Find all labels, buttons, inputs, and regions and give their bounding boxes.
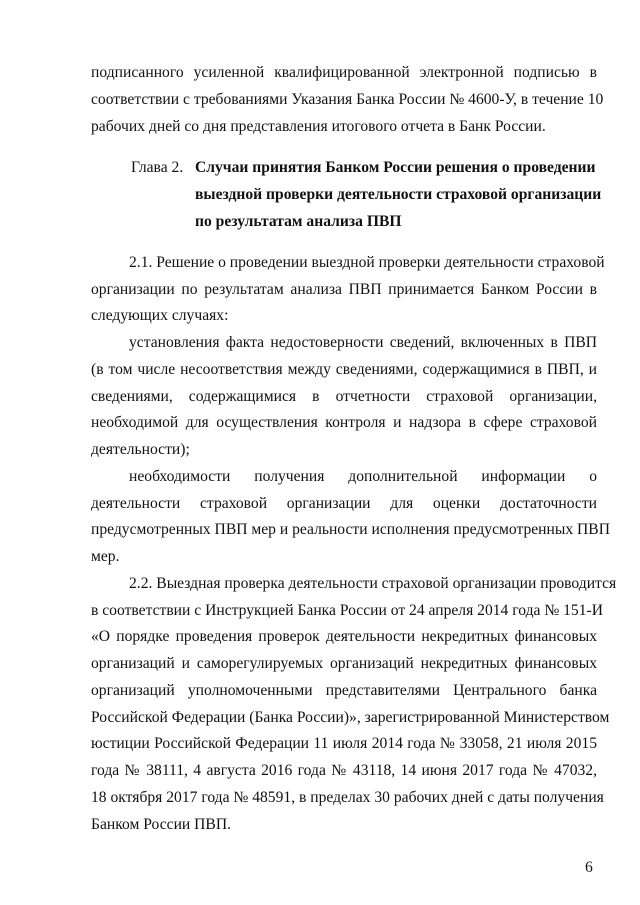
case-2-line: необходимости получения дополнительной информации о [129,468,597,485]
chapter-title-line: выездной проверки деятельности страховой организации [195,186,602,203]
chapter-number: Глава 2. [131,159,184,176]
case-2-line: мер. [91,548,120,565]
case-2-line: деятельности страховой организации для оценки достаточности [91,495,597,512]
section-2-2-line: 18 октября 2017 года № 48591, в пределах 30 рабочих дней с даты получения [91,789,604,806]
section-2-2-line: 2.2. Выездная проверка деятельности страховой организации проводится [129,575,617,592]
case-1-line: деятельности); [91,441,190,458]
page-number: 6 [585,859,593,876]
case-1-line: установления факта недостоверности сведений, включенных в ПВП [129,334,597,351]
case-2-line: предусмотренных ПВП мер и реальности исполнения предусмотренных ПВП [91,521,610,538]
chapter-title-line: по результатам анализа ПВП [195,213,402,230]
chapter-heading [131,158,183,178]
section-2-2-line: Банком России ПВП. [91,816,231,833]
chapter-title-line: Случаи принятия Банком России решения о проведении [195,159,596,176]
case-1-line: сведениями, содержащимися в отчетности страховой организации, [91,388,597,405]
text-line: соответствии с требованиями Указания Банка России № 4600-У, в течение 10 [91,91,604,108]
section-2-2-line: организаций уполномоченными представителями Центрального банка [91,682,597,699]
text-line: подписанного усиленной квалифицированной электронной подписью в [91,64,597,81]
section-2-2-line: в соответствии с Инструкцией Банка России от 24 апреля 2014 года № 151-И [91,602,603,619]
text-line: рабочих дней со дня представления итогового отчета в Банк России. [91,118,546,135]
case-1-line: (в том числе несоответствия между сведениями, содержащимися в ПВП, и [91,361,597,378]
section-2-2-line: «О порядке проведения проверок деятельности некредитных финансовых [91,628,597,645]
section-2-1-line: следующих случаях: [91,307,229,324]
section-2-1-line: организации по результатам анализа ПВП принимается Банком России в [91,281,597,298]
case-1-line: необходимой для осуществления контроля и надзора в сфере страховой [91,414,597,431]
section-2-2-line: года № 38111, 4 августа 2016 года № 43118, 14 июня 2017 года № 47032, [91,762,597,779]
section-2-2-line: Российской Федерации (Банка России)», зарегистрированной Министерством [91,709,610,726]
section-2-2-line: юстиции Российской Федерации 11 июля 2014 года № 33058, 21 июля 2015 [91,735,597,752]
section-2-1-line: 2.1. Решение о проведении выездной проверки деятельности страховой [129,254,605,271]
section-2-2-line: организаций и саморегулируемых организаций некредитных финансовых [91,655,597,672]
